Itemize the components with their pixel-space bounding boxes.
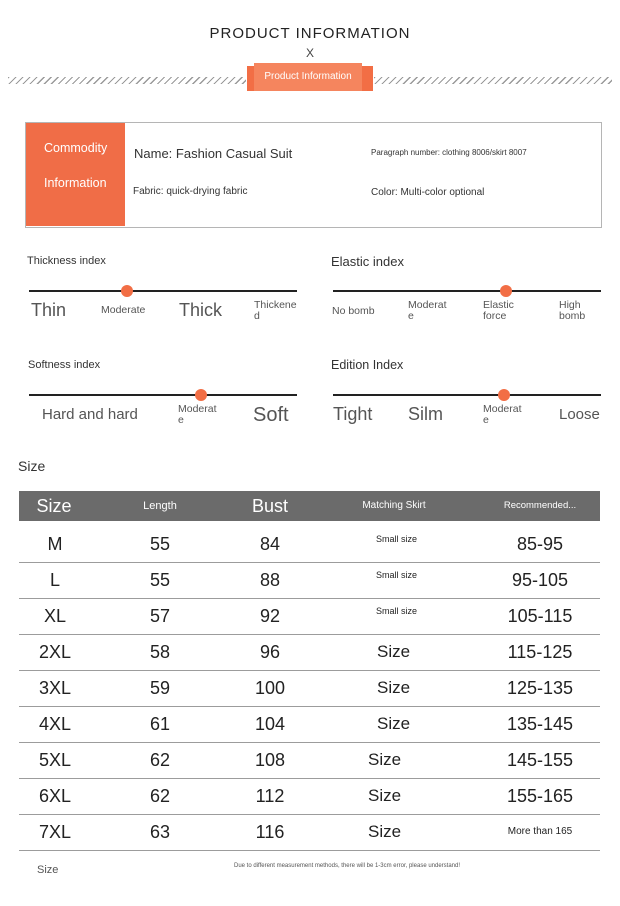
edition-scale-line [333,394,601,396]
thickness-label-thin: Thin [31,300,67,320]
size-table-header [19,491,600,521]
elastic-selected-dot [500,285,512,297]
table-row [19,778,600,815]
hatch-divider-left [8,77,246,84]
edition-label-moderate: Moderate [483,403,522,426]
softness-label-soft: Soft [253,404,289,426]
cell-matching-skirt: Small size [376,570,418,580]
thickness-scale-line [29,290,297,292]
commodity-label-line1: Commodity [44,141,108,155]
elastic-label-no-bomb: No bomb [332,305,375,317]
cell-length: 62 [149,750,171,770]
cell-length: 57 [149,606,171,626]
cell-matching-skirt: Size [377,678,411,697]
edition-index-title: Edition Index [331,358,404,372]
elastic-label-high-bomb: High bomb [559,299,586,322]
cell-matching-skirt: Size [377,642,411,661]
cell-recommended: More than 165 [507,826,573,837]
cell-length: 61 [149,714,171,734]
hatch-divider-right [374,77,612,84]
softness-selected-dot [195,389,207,401]
commodity-label-line2: Information [44,176,107,190]
cell-recommended: 85-95 [516,534,564,554]
thickness-label-thick: Thick [179,300,223,320]
table-row [19,814,600,851]
thickness-index-title: Thickness index [27,255,106,267]
table-row [19,598,600,635]
commodity-label-block [26,123,125,226]
cell-length: 55 [149,534,171,554]
cell-size: XL [43,606,67,626]
edition-selected-dot [498,389,510,401]
close-mark: X [305,46,314,60]
softness-index-title: Softness index [28,359,101,371]
cell-bust: 104 [254,714,286,734]
thickness-label-moderate: Moderate [101,304,146,316]
softness-scale-line [29,394,297,396]
col-header-recommended: Recommended... [503,500,577,511]
col-header-size: Size [36,496,72,516]
cell-size: L [49,570,60,590]
cell-recommended: 125-135 [506,678,574,698]
cell-bust: 92 [259,606,281,626]
cell-size: 6XL [38,786,72,806]
cell-bust: 100 [254,678,286,698]
product-name: Name: Fashion Casual Suit [134,146,293,161]
cell-matching-skirt: Size [377,714,411,733]
cell-matching-skirt: Size [368,786,402,805]
elastic-index-title: Elastic index [331,254,404,269]
cell-matching-skirt: Small size [376,606,418,616]
thickness-label-thickened: Thickened [254,299,297,322]
softness-label-moderate: Moderate [178,403,217,426]
cell-recommended: 105-115 [507,606,573,626]
cell-matching-skirt: Small size [376,534,418,544]
cell-length: 58 [149,642,171,662]
edition-label-silm: Silm [408,404,443,424]
page-title: PRODUCT INFORMATION [209,25,411,42]
col-header-length: Length [143,500,177,512]
cell-recommended: 155-165 [506,786,574,806]
table-row [19,562,600,599]
cell-length: 62 [149,786,171,806]
cell-recommended: 115-125 [507,642,573,662]
size-section-heading: Size [18,458,46,474]
cell-length: 55 [149,570,171,590]
section-badge: Product Information [254,63,362,91]
footer-size-label: Size [37,864,59,876]
cell-matching-skirt: Size [368,750,402,769]
cell-size: 7XL [38,822,72,842]
table-row [19,706,600,743]
fabric-info: Fabric: quick-drying fabric [133,186,248,197]
cell-recommended: 135-145 [506,714,574,734]
paragraph-number: Paragraph number: clothing 8006/skirt 8007 [371,148,527,157]
edition-label-loose: Loose [559,406,600,423]
measurement-note: Due to different measurement methods, there will be 1-3cm error, please understand! [234,863,461,869]
col-header-matching-skirt: Matching Skirt [362,500,426,511]
cell-bust: 112 [255,786,285,806]
cell-bust: 84 [259,534,281,554]
color-info: Color: Multi-color optional [371,187,485,198]
elastic-label-moderate: Moderate [408,299,447,322]
softness-label-hard: Hard and hard [42,406,138,423]
cell-bust: 116 [255,822,285,842]
cell-bust: 96 [259,642,281,662]
cell-size: M [47,534,63,554]
cell-size: 4XL [38,714,72,734]
table-row [19,742,600,779]
col-header-bust: Bust [251,496,289,516]
cell-recommended: 95-105 [511,570,569,590]
cell-bust: 88 [259,570,281,590]
cell-size: 2XL [38,642,72,662]
table-row [19,670,600,707]
thickness-selected-dot [121,285,133,297]
elastic-scale-line [333,290,601,292]
table-row [19,526,600,563]
cell-size: 5XL [38,750,72,770]
cell-matching-skirt: Size [368,822,402,841]
cell-size: 3XL [38,678,72,698]
elastic-label-elastic-force: Elastic force [483,299,514,322]
edition-label-tight: Tight [333,404,373,424]
cell-length: 63 [149,822,171,842]
cell-bust: 108 [254,750,286,770]
cell-recommended: 145-155 [506,750,574,770]
cell-length: 59 [149,678,171,698]
table-row [19,634,600,671]
